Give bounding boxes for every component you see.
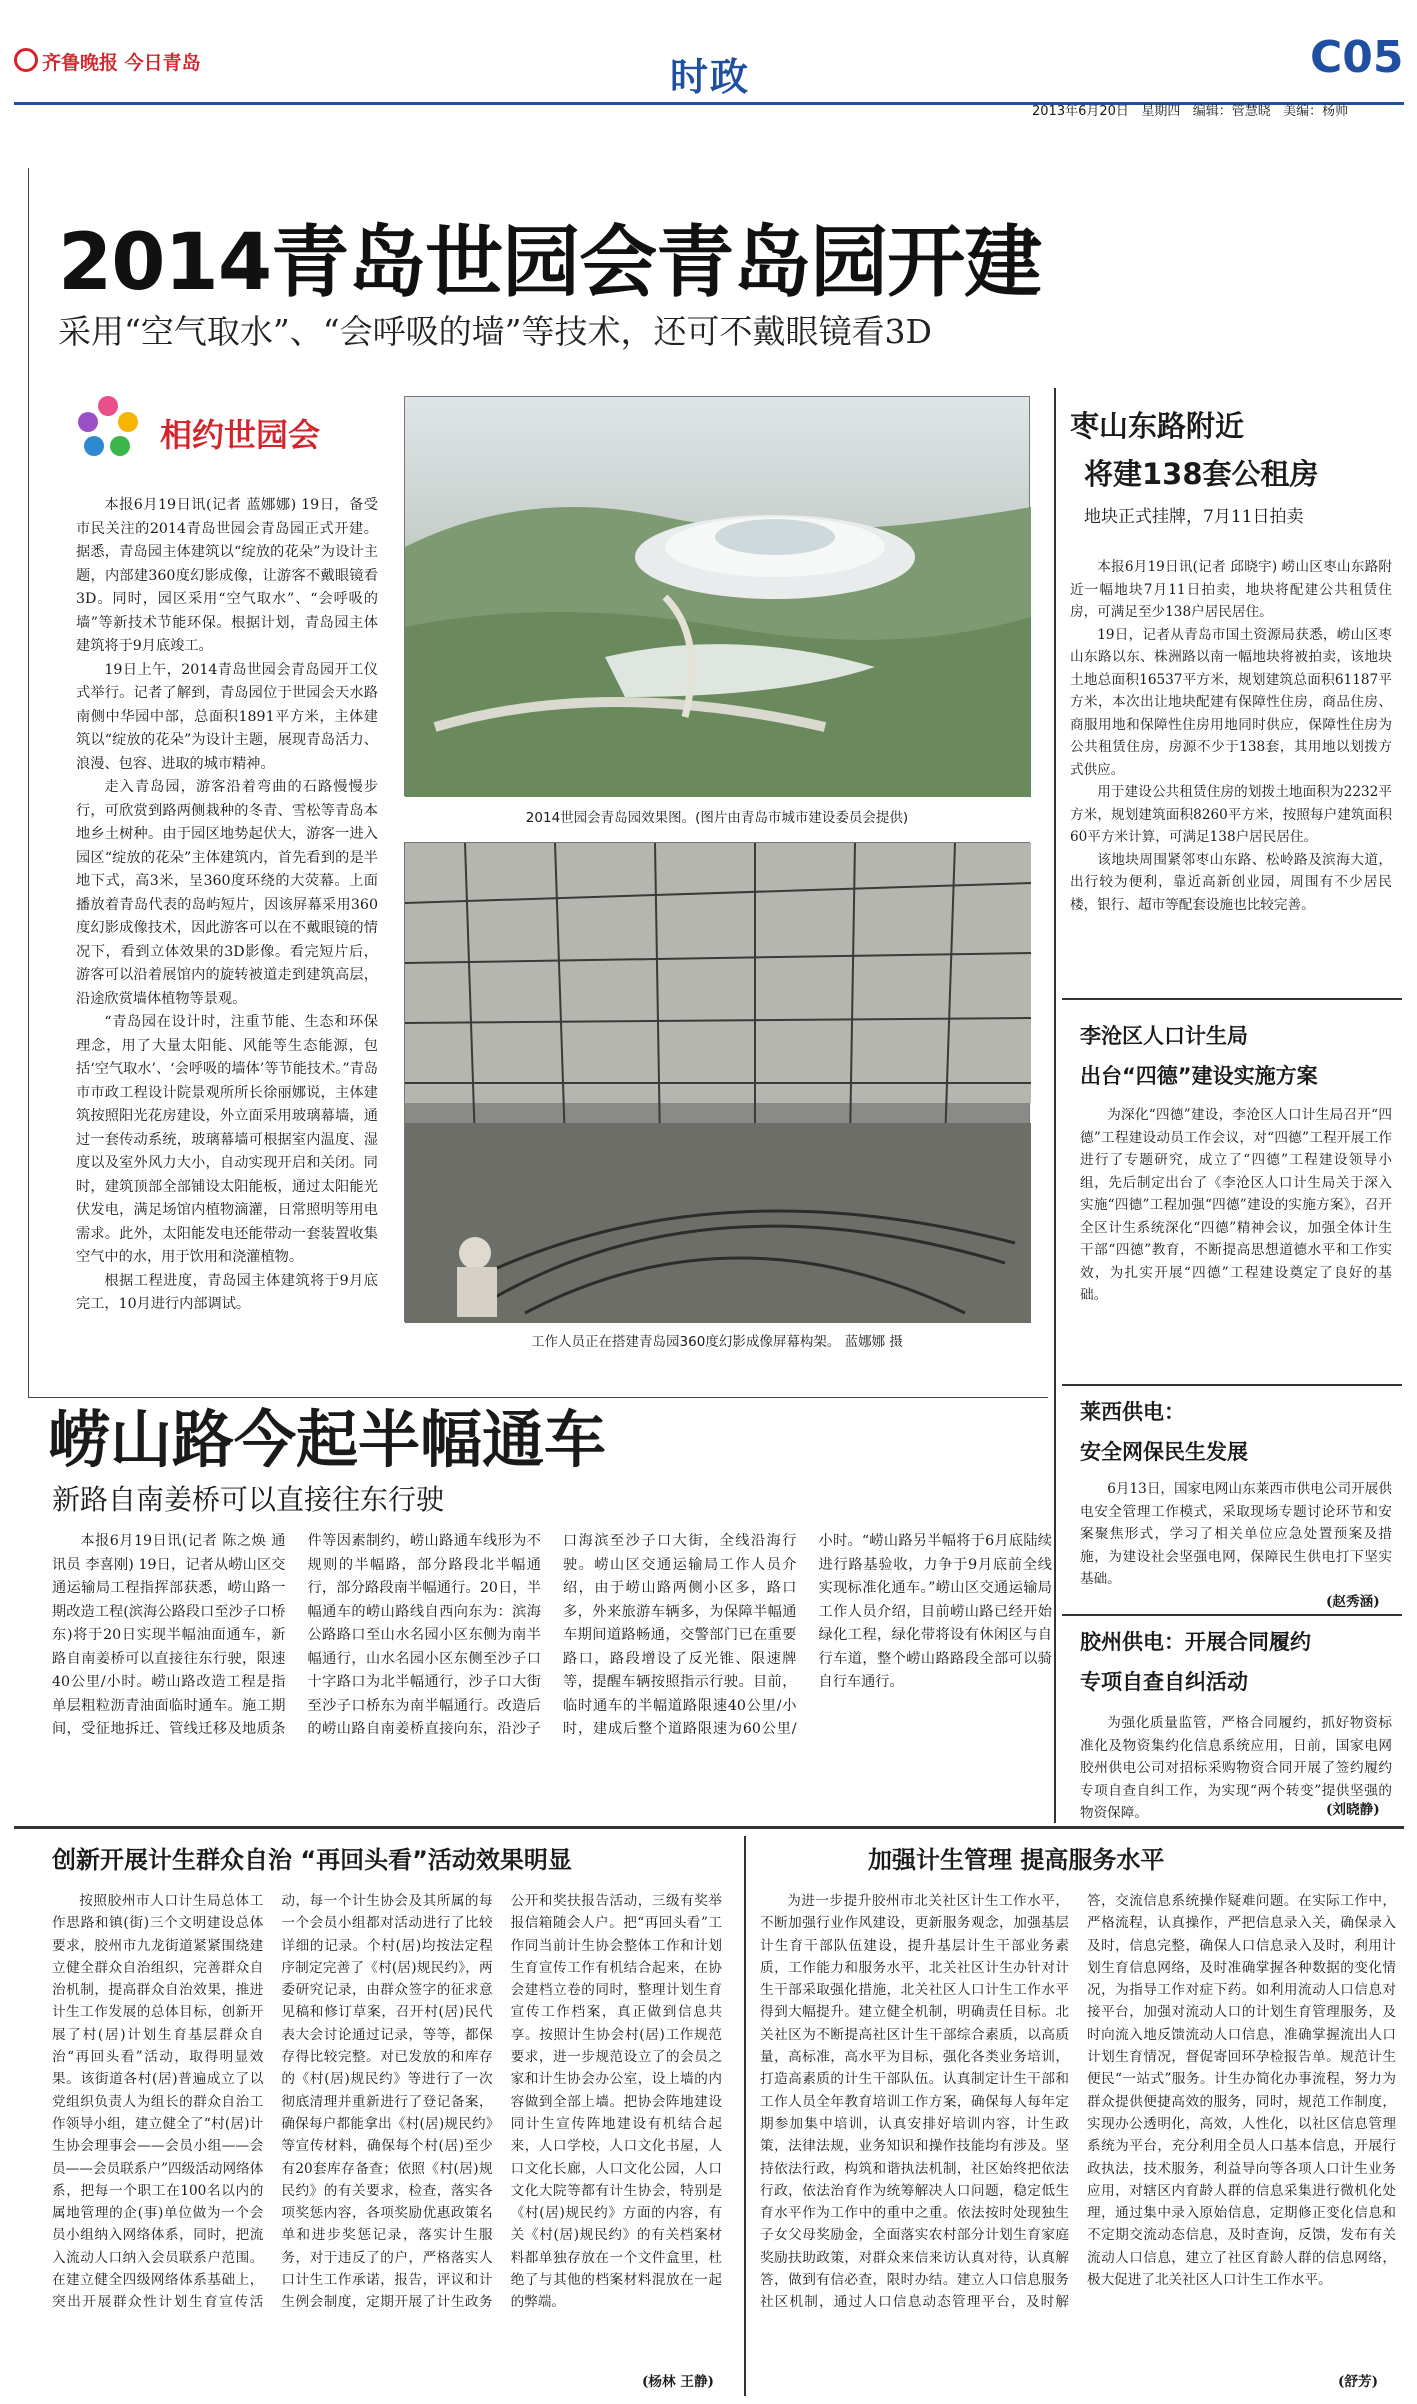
right3-title-2: 安全网保民生发展 xyxy=(1080,1440,1248,1464)
bottom-right-title: 加强计生管理 提高服务水平 xyxy=(868,1846,1165,1874)
bottom-left-title: 创新开展计生群众自治 “再回头看”活动效果明显 xyxy=(52,1846,572,1874)
photo-construction-caption: 工作人员正在搭建青岛园360度幻影成像屏幕构架。 蓝娜娜 摄 xyxy=(531,1334,903,1350)
section-tab xyxy=(630,30,770,102)
bottom-right-author: (舒芳) xyxy=(1338,2374,1379,2390)
rendering-illustration xyxy=(405,397,1031,797)
right4-title-2: 专项自查自纠活动 xyxy=(1080,1670,1248,1694)
logo-emblem-icon xyxy=(14,48,38,72)
bottom-left-body xyxy=(52,1890,722,2388)
lead-para-4: “青岛园在设计时，注重节能、生态和环保理念，用了大量太阳能、风能等生态能源，包括‘空气取水’、‘会呼吸的墙体’等节能技术。”青岛市市政工程设计院景观所所长徐丽娜说，主体建筑按照阳光花房建设，外立面采用玻璃幕墙，通过一套传动系统，玻璃幕墙可根据室内温度、湿度以及室外风力大小，自动实现开启和关闭。同时，建筑顶部全部铺设太阳能板，通过太阳能光伏发电，满足场馆内植物滴灌，日常照明等用电需求。此外，太阳能发电还能带动一套装置收集空气中的水，用于饮用和浇灌植物。 xyxy=(76,1014,378,1265)
header-designer: 美编：杨帅 xyxy=(1283,104,1349,119)
lead-para-3: 走入青岛园，游客沿着弯曲的石路慢慢步行，可欣赏到路两侧栽种的冬青、雪松等青岛本地乡土树种。由于园区地势起伏大，游客一进入园区“绽放的花朵”主体建筑内，首先看到的是半地下式，高3米，呈360度环绕的大荧幕。上面播放着青岛代表的岛屿短片，因该屏幕采用360度幻影成像技术，因此游客可以在不戴眼镜的情况下，看到立体效果的3D影像。看完短片后，游客可以沿着展馆内的旋转被道走到建筑高层，沿途欣赏墙体植物等景观。 xyxy=(76,779,378,1007)
right1-body xyxy=(1070,556,1392,981)
right2-title-2: 出台“四德”建设实施方案 xyxy=(1080,1064,1318,1088)
right4-author: (刘晓静) xyxy=(1326,1802,1380,1818)
right3-body xyxy=(1080,1478,1392,1592)
page-number: C05 xyxy=(1310,32,1404,83)
right1-para-3: 用于建设公共租赁住房的划拨土地面积为2232平方米，规划建筑面积8260平方米，按照每户建筑面积60平方米计算，可满足138户居民居住。 xyxy=(1070,784,1392,845)
right2-title-1: 李沧区人口计生局 xyxy=(1080,1024,1248,1048)
right4-para: 为强化质量监管，严格合同履约，抓好物资标准化及物资集约化信息系统应用，日前，国家电网胶州供电公司对招标采购物资合同开展了签约履约专项自查自纠工作，为实现“两个转变”提供坚强的物资保障。 xyxy=(1080,1715,1392,1821)
header-editor: 编辑：管慧晓 xyxy=(1192,104,1271,119)
right1-subtitle: 地块正式挂牌，7月11日拍卖 xyxy=(1084,507,1304,527)
lead-para-5: 根据工程进度，青岛园主体建筑将于9月底完工，10月进行内部调试。 xyxy=(76,1272,378,1312)
badge xyxy=(74,392,384,464)
right-col-rule xyxy=(1054,388,1056,1823)
lead-body-col xyxy=(76,494,378,1344)
masthead-logo xyxy=(14,44,244,80)
section-title: 时政 xyxy=(670,55,751,99)
lead2-body xyxy=(52,1530,1052,1806)
right4-title-1: 胶州供电：开展合同履约 xyxy=(1080,1630,1311,1654)
bottom-left-author: (杨林 王静) xyxy=(642,2374,714,2390)
right1-title-2: 将建138套公租房 xyxy=(1084,457,1319,491)
right3-para: 6月13日，国家电网山东莱西市供电公司开展供电安全管理工作模式，采取现场专题讨论环节和安案聚焦形式，学习了相关单位应急处置预案及措施，为建设社会坚强电网，保障民生供电打下坚实基础。 xyxy=(1080,1481,1392,1587)
bottom-right-para: 为进一步提升胶州市北关社区计生工作水平，不断加强行业作风建设，更新服务观念，加强基层计生育干部队伍建设，提升基层计生干部业务素质，工作能力和服务水平，北关社区计生办针对计生干部采取强化措施，北关社区人口计生工作水平得到大幅提升。建立健全机制，明确责任目标。北关社区为不断提高社区计生干部综合素质，以高质量，高标准，高水平为目标，强化各类业务培训，打造高素质的计生干部队伍。认真制定计生干部和工作人员全年教育培训工作方案，确保每人每年定期参加集中培训，认真安排好培训内容，计生政策，法律法规，业务知识和操作技能均有涉及。坚持依法行政，构筑和谐执法机制，社区始终把依法行政，依法治育作为统筹解决人口问题，稳定低生育水平作为工作中的重中之重。依法按时处现独生子女父母奖励金，全面落实农村部分计划生育家庭奖励扶助政策，对群众来信来访认真对待，认真解答，做到有信必查，限时办结。建立人口信息服务社区机制，通过人口信息动态管理平台，及时解答，交流信息系统操作疑难问题。在实际工作中，严格流程，认真操作，严把信息录入关，确保录入及时，信息完整，确保人口信息录入及时，利用计划生育信息网络，及时准确掌握各种数据的变化情况，为指导工作对症下药。如利用流动人口信息对接平台，加强对流动人口的计划生育管理服务，及时向流入地反馈流动人口信息，准确掌握流出人口计划生育情况，督促寄回环孕检报告单。规范计生便民“一站式”服务。计生办简化办事流程，努力为群众提供便捷高效的服务，同时，规范工作制度，实现办公透明化，高效，人性化，以社区信息管理系统为平台，充分利用全员人口基本信息，开展行政执法，技术服务，利益导向等各项人口计生业务应用，对辖区内育龄人群的信息采集进行微机化处理，通过集中录入原始信息，定期修正变化信息和不定期交流动态信息，及时查询，反馈，发布有关流动人口信息，建立了社区育龄人群的信息网络，极大促进了北关社区人口计生工作水平。 xyxy=(760,1893,1396,2311)
photo-rendering xyxy=(404,396,1030,796)
lead2-subtitle: 新路自南姜桥可以直接往东行驶 xyxy=(52,1483,445,1516)
flower-logo-icon xyxy=(74,392,142,464)
bottom-divider xyxy=(744,1836,746,2396)
header-date: 2013年6月20日 xyxy=(1032,104,1129,119)
right1-title-1: 枣山东路附近 xyxy=(1070,409,1245,443)
bottom-top-rule xyxy=(14,1826,1404,1829)
right-divider-3 xyxy=(1062,1614,1402,1616)
right1-para-4: 该地块周围紧邻枣山东路、松岭路及滨海大道，出行较为便利，靠近高新创业园，周围有不少居民楼，银行、超市等配套设施也比较完善。 xyxy=(1070,851,1392,913)
photo-construction xyxy=(404,842,1030,1322)
right-divider-1 xyxy=(1062,998,1402,1000)
right1-para-1: 本报6月19日讯(记者 邱晓宇) 崂山区枣山东路附近一幅地块7月11日拍卖，地块将配建公共租赁住房，可满足至少138户居民居住。 xyxy=(1070,559,1392,620)
logo-text: 齐鲁晚报 今日青岛 xyxy=(42,52,201,74)
right3-title-1: 莱西供电： xyxy=(1080,1400,1185,1424)
lead2-para: 本报6月19日讯(记者 陈之焕 通讯员 李喜刚) 19日，记者从崂山区交通运输局工程指挥部获悉，崂山路一期改造工程(滨海公路段口至沙子口桥东)将于20日实现半幅油面通车，新路自南姜桥可以直接往东行驶，限速40公里/小时。崂山路改造工程是指单层粗粒沥青油面临时通车。施工期间，受征地拆迁、管线迁移及地质条件等因素制约，崂山路通车线形为不规则的半幅路，部分路段北半幅通行，部分路段南半幅通行。20日，半幅通车的崂山路线自西向东为：滨海公路路口至山水名园小区东侧为南半幅通行，山水名园小区东侧至沙子口十字路口为北半幅通行，沙子口大街至沙子口桥东为南半幅通行。改造后的崂山路自南姜桥直接向东，沿沙子口海滨至沙子口大街，全线沿海行驶。崂山区交通运输局工作人员介绍，由于崂山路两侧小区多，路口多，外来旅游车辆多，为保障半幅通车期间道路畅通，交警部门已在重要路口，路段增设了反光锥、限速牌等，提醒车辆按照指示行驶。目前，临时通车的半幅道路限速40公里/小时，建成后整个道路限速为60公里/小时。“崂山路另半幅将于6月底陆续进行路基验收，力争于9月底前全线实现标准化通车。”崂山区交通运输局工作人员介绍，目前崂山路已经开始绿化工程，绿化带将设有休闲区与自行车道，整个崂山路路段全部可以骑自行车通行。 xyxy=(52,1533,1052,1737)
badge-label: 相约世园会 xyxy=(160,416,321,454)
header-weekday: 星期四 xyxy=(1141,104,1181,119)
right-divider-2 xyxy=(1062,1384,1402,1386)
header-meta xyxy=(1032,100,1348,119)
right2-para-1: 为深化“四德”建设，李沧区人口计生局召开“四德”工程建设动员工作会议，对“四德”工程开展工作进行了专题研究，成立了“四德”工程建设领导小组，先后制定出台了《李沧区人口计生局关于深入实施“四德”工程加强“四德”建设的实施方案》，召开全区计生系统深化“四德”精神会议，加强全体计生干部“四德”教育，不断提高思想道德水平和工作实效，为扎实开展“四德”工程建设奠定了良好的基础。 xyxy=(1080,1107,1392,1303)
lead2-title: 崂山路今起半幅通车 xyxy=(48,1403,607,1476)
right1-para-2: 19日，记者从青岛市国土资源局获悉，崂山区枣山东路以东、株洲路以南一幅地块将被拍卖，该地块土地总面积16537平方米，规划建筑总面积61187平方米，本次出让地块配建有保障性住房，商品住房、商服用地和保障性住房用地同时供应，保障性住房为公共租赁住房，房源不少于138套，其用地以划拨方式供应。 xyxy=(1070,626,1392,778)
lead-title: 2014青岛世园会青岛园开建 xyxy=(58,218,1042,308)
lead-subtitle: 采用“空气取水”、“会呼吸的墙”等技术，还可不戴眼镜看3D xyxy=(58,312,932,351)
bottom-left-para: 按照胶州市人口计生局总体工作思路和镇(街)三个文明建设总体要求，胶州市九龙街道紧紧围绕建立健全群众自治组织，完善群众自治机制，提高群众自治效果，推进计生工作发展的总体目标，创新开展了村(居)计划生育基层群众自治“再回头看”活动，取得明显效果。该街道各村(居)普遍成立了以党组织负责人为组长的群众自治工作领导小组，建立健全了“村(居)计生协会理事会——会员小组——会员——会员联系户”四级活动网络体系，把每一个职工在100名以内的属地管理的企(事)单位做为一个会员小组纳入网络体系，同时，把流入流动人口纳入会员联系户范围。在建立健全四级网络体系基础上，突出开展群众性计划生育宣传活动，每一个计生协会及其所属的每一个会员小组都对活动进行了比较详细的记录。个村(居)均按法定程序制定完善了《村(居)规民约》，两委研究记录，由群众签字的征求意见稿和修订草案，召开村(居)民代表大会讨论通过记录，等等，都保存得比较完整。对已发放的和库存的《村(居)规民约》等进行了一次彻底清理并重新进行了登记备案，确保每户都能拿出《村(居)规民约》等宣传材料，确保每个村(居)至少有20套库存备查；依照《村(居)规民约》的有关要求，检查，落实各项奖惩内容，各项奖励优惠政策名单和进步奖惩记录，落实计生服务，对于违反了的户，严格落实人口计生工作承诺，报告，评议和计生例会制度，定期开展了计生政务公开和奖扶报告活动，三级有奖举报信箱随会人户。把“再回头看”工作同当前计生协会整体工作和计划生育宣传工作有机结合起来，在协会建档立卷的同时，整理计划生育宣传工作档案，真正做到信息共享。按照计生协会村(居)工作规范要求，进一步规范设立了的会员之家和计生协会办公室，设上墙的内容做到全部上墙。把协会阵地建设同计生宣传阵地建设有机结合起来，人口学校，人口文化书屋，人口文化长廊，人口文化公园，人口文化大院等都有计生协会，特别是《村(居)规民约》方面的内容，有关《村(居)规民约》的有关档案材料都单独存放在一个文件盒里，杜绝了与其他的档案材料混放在一起的弊端。 xyxy=(52,1893,722,2311)
bottom-right-body xyxy=(760,1890,1396,2388)
lead-para-1: 本报6月19日讯(记者 蓝娜娜) 19日，备受市民关注的2014青岛世园会青岛园正式开建。据悉，青岛园主体建筑以“绽放的花朵”为设计主题，内部建360度幻影成像，让游客不戴眼镜看3D。同时，园区采用“空气取水”、“会呼吸的墙”等新技术节能环保。根据计划，青岛园主体建筑将于9月底竣工。 xyxy=(76,497,378,654)
right3-author: (赵秀涵) xyxy=(1326,1594,1380,1610)
photo-rendering-caption: 2014世园会青岛园效果图。(图片由青岛市城市建设委员会提供) xyxy=(525,810,909,826)
right2-body xyxy=(1080,1104,1392,1376)
construction-illustration xyxy=(405,843,1031,1323)
lead-para-2: 19日上午，2014青岛世园会青岛园开工仪式举行。记者了解到，青岛园位于世园会天水路南侧中华园中部，总面积1891平方米，主体建筑以“绽放的花朵”为设计主题，展现青岛活力、浪漫、包容、进取的城市精神。 xyxy=(76,661,378,772)
